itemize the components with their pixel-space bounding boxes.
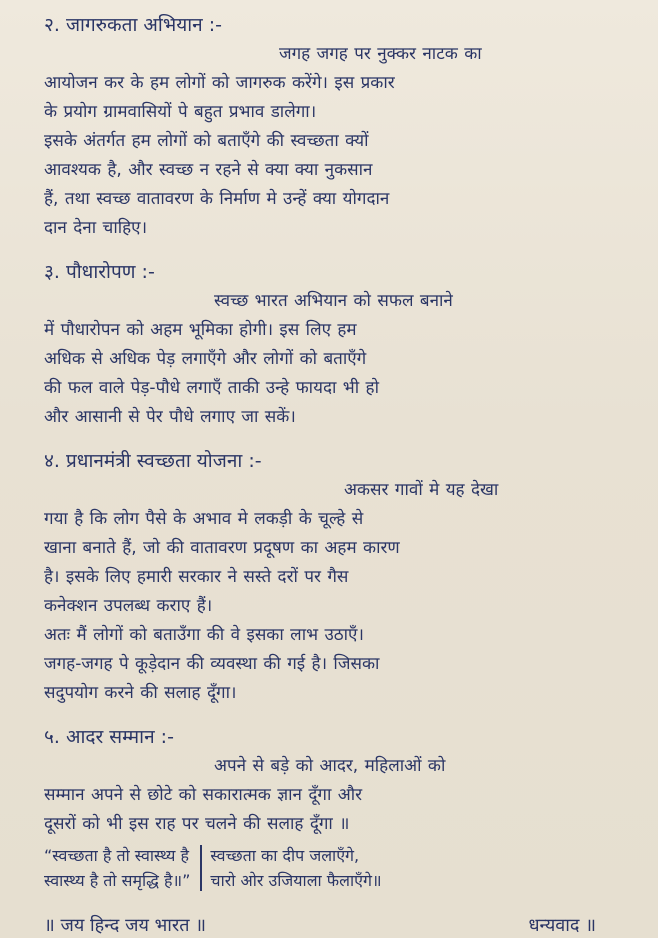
section-heading: ५. आदर सम्मान :- [44,726,174,748]
body-line: अतः मैं लोगों को बताउँगा की वे इसका लाभ उठाएँ। [44,625,364,645]
section-awareness-campaign [44,10,636,243]
section-body [44,752,636,839]
section-respect [44,722,636,893]
body-line: आयोजन कर के हम लोगों को जागरुक करेंगे। इस प्रकार [44,73,395,93]
section-pm-cleanliness-scheme [44,446,636,708]
body-line: गया है कि लोग पैसे के अभाव मे लकड़ी के चूल्हे से [44,509,364,529]
slogan-left [44,843,200,893]
section-heading: ४. प्रधानमंत्री स्वच्छता योजना :- [44,450,262,472]
body-line: जगह जगह पर नुक्कर नाटक का [279,44,482,64]
body-line: जगह-जगह पे कूड़ेदान की व्यवस्था की गई है। जिसका [44,654,380,674]
body-line: और आसानी से पेर पौधे लगाए जा सकें। [44,407,296,427]
slogan-divider [200,845,202,891]
slogan-line: “स्वच्छता है तो स्वास्थ्य है [44,846,190,865]
body-line: हैं, तथा स्वच्छ वातावरण के निर्माण मे उन्हें क्या योगदान [44,189,390,209]
slogan-right [210,843,636,893]
body-line: अकसर गावों मे यह देखा [344,480,499,500]
body-line: स्वच्छ भारत अभियान को सफल बनाने [214,291,453,311]
section-plantation [44,257,636,432]
closing-salutation: ॥ जय हिन्द जय भारत ॥ [44,915,207,936]
slogan-line: चारो ओर उजियाला फैलाएँगे॥ [210,871,382,890]
closing-footer [44,913,636,937]
section-heading: २. जागरुकता अभियान :- [44,14,222,36]
body-line: है। इसके लिए हमारी सरकार ने सस्ते दरों पर गैस [44,567,349,587]
section-body [44,40,636,243]
body-line: सदुपयोग करने की सलाह दूँगा। [44,683,237,703]
body-line: में पौधारोपन को अहम भूमिका होगी। इस लिए हम [44,320,357,340]
body-line: की फल वाले पेड़-पौधे लगाएँ ताकी उन्हे फायदा भी हो [44,378,379,398]
section-heading: ३. पौधारोपण :- [44,261,155,283]
body-line: इसके अंतर्गत हम लोगों को बताएँगे की स्वच्छता क्यों [44,131,369,151]
body-line: अधिक से अधिक पेड़ लगाएँगे और लोगों को बताएँगे [44,349,367,369]
body-line: कनेक्शन उपलब्ध कराए हैं। [44,596,213,616]
section-body [44,287,636,432]
body-line: अपने से बड़े को आदर, महिलाओं को [214,756,446,776]
body-line: दूसरों को भी इस राह पर चलने की सलाह दूँगा ॥ [44,814,350,834]
section-body [44,476,636,708]
body-line: सम्मान अपने से छोटे को सकारात्मक ज्ञान दूँगा और [44,785,363,805]
body-line: खाना बनाते हैं, जो की वातावरण प्रदूषण का अहम कारण [44,538,400,558]
body-line: आवश्यक है, और स्वच्छ न रहने से क्या क्या नुकसान [44,160,373,180]
closing-thanks: धन्यवाद ॥ [528,915,596,936]
slogan-line: स्वच्छता का दीप जलाएँगे, [210,846,360,865]
body-line: दान देना चाहिए। [44,218,148,238]
slogan-line: स्वास्थ्य है तो समृद्धि है॥” [44,871,191,890]
body-line: के प्रयोग ग्रामवासियों पे बहुत प्रभाव डालेगा। [44,102,317,122]
slogan-block [44,843,636,893]
